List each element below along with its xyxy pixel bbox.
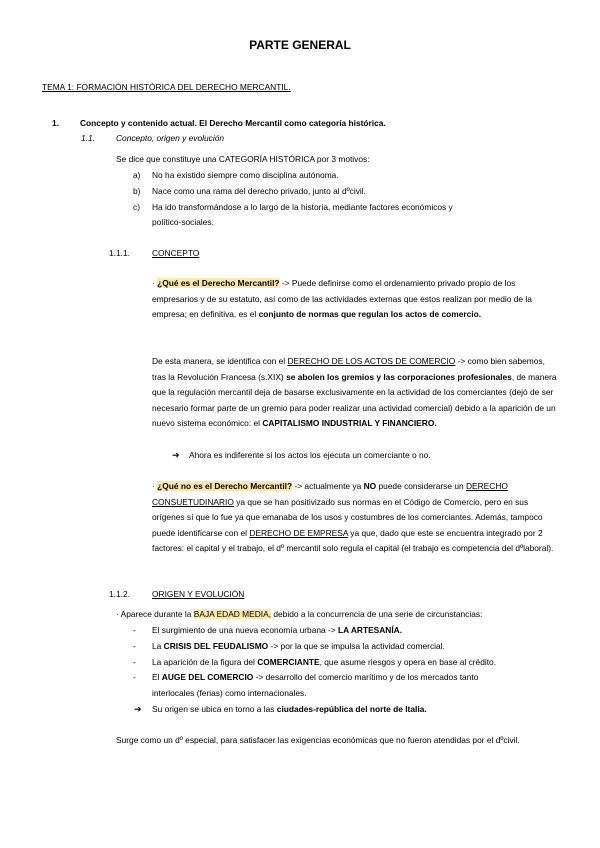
question-highlight: ¿Qué no es el Derecho Mercantil? bbox=[157, 481, 293, 491]
subsubsection-title: ORIGEN Y EVOLUCIÓN bbox=[152, 589, 245, 599]
list-item: Nace como una rama del derecho privado, junto al dºcivil. bbox=[152, 186, 366, 196]
list-item bbox=[152, 639, 445, 655]
list-item-letter: a) bbox=[133, 170, 141, 180]
paragraph-text: -> como bien sabemos, tras la Revolución Francesa (s.XIX) bbox=[152, 356, 545, 382]
paragraph-text: · Aparece durante la bbox=[116, 609, 194, 619]
paragraph-text: puede considerarse un bbox=[376, 481, 466, 491]
closing-paragraph: Surge como un dº especial, para satisfacer las exigencias económicas que no fueron atendidas por el dºcivil. bbox=[116, 735, 520, 745]
dash-bullet: - bbox=[133, 672, 136, 682]
subsection-title: Concepto, origen y evolución bbox=[116, 133, 225, 143]
dash-bullet: - bbox=[133, 625, 136, 635]
subsubsection-title: CONCEPTO bbox=[152, 248, 200, 258]
bold-text: ciudades-república del norte de Italia. bbox=[276, 704, 427, 714]
paragraph-text: -> Puede definirse como el ordenamiento privado propio de los empresarios y de su estatuto, así como de las actividades externas que estos realizan por medio de la empresa; en definitiva, es el bbox=[152, 278, 532, 320]
bullet-dot: · bbox=[152, 278, 155, 288]
list-item bbox=[152, 655, 496, 671]
bold-text: CRISIS DEL FEUDALISMO bbox=[163, 641, 269, 651]
section-title: Concepto y contenido actual. El Derecho Mercantil como categoría histórica. bbox=[80, 118, 386, 128]
paragraph-text: , que asume riesgos y opera en base al crédito. bbox=[319, 657, 497, 667]
paragraph-text: , de manera que la regulación mercantil deja de basarse exclusivamente en la actividad de los comerciantes (dejó de ser necesario formar parte de un gremio para poder realizar una actividad comercial) debido a la aparición de un nuevo sistema económico: el bbox=[152, 371, 557, 429]
bold-text: CAPITALISMO INDUSTRIAL Y FINANCIERO. bbox=[262, 418, 437, 429]
subsubsection-number: 1.1.1. bbox=[109, 248, 130, 258]
paragraph-actos-comercio bbox=[152, 354, 557, 432]
arrow-text: Ahora es indiferente si los actos los ejecuta un comerciante o no. bbox=[189, 450, 431, 460]
list-item-continuation: interlocales (ferias) como internacionales. bbox=[152, 688, 307, 698]
subsubsection-number: 1.1.2. bbox=[109, 589, 130, 599]
bold-text: LA ARTESANÍA. bbox=[338, 625, 403, 635]
intro-text: Se dice que constituye una CATEGORÍA HISTÓRICA por 3 motivos: bbox=[116, 154, 370, 164]
list-item-letter: c) bbox=[133, 202, 140, 212]
page-title: PARTE GENERAL bbox=[249, 38, 351, 52]
paragraph-text: Su origen se ubica en torno a las bbox=[152, 704, 277, 714]
arrow-icon: ➔ bbox=[172, 450, 180, 460]
paragraph-text: -> desarrollo del comercio marítimo y de los mercados tanto bbox=[253, 672, 479, 682]
underlined-text: DERECHO CONSUETUDINARIO bbox=[152, 481, 508, 507]
dash-bullet: - bbox=[133, 641, 136, 651]
bullet-dot: · bbox=[152, 481, 155, 491]
bold-text: COMERCIANTE bbox=[257, 657, 320, 667]
question-highlight: ¿Qué es el Derecho Mercantil? bbox=[157, 278, 280, 288]
paragraph-text: La bbox=[152, 641, 164, 651]
bold-text: conjunto de normas que regulan los actos de comercio. bbox=[258, 309, 482, 320]
paragraph-text: ya que se han positivizado sus normas en el Código de Comercio, pero en sus orígenes sí que lo fue ya que emanaba de los usos y costumbres de los comerciantes. Además, tampoco puede identificarse con el bbox=[152, 496, 543, 538]
paragraph-text: El surgimiento de una nueva economía urbana -> bbox=[152, 625, 338, 635]
paragraph-text: -> actualmente ya bbox=[292, 481, 364, 491]
bold-text: AUGE DEL COMERCIO bbox=[161, 672, 254, 682]
list-item: Ha ido transformándose a lo largo de la historia, mediante factores económicos y bbox=[152, 202, 453, 212]
arrow-text bbox=[152, 702, 427, 718]
underlined-text: DERECHO DE EMPRESA bbox=[249, 527, 348, 538]
section-number: 1. bbox=[52, 118, 59, 128]
paragraph-text: De esta manera, se identifica con el bbox=[152, 356, 288, 366]
list-item bbox=[152, 623, 402, 639]
arrow-icon: ➔ bbox=[134, 704, 142, 714]
paragraph-text: La aparición de la figura del bbox=[152, 657, 258, 667]
list-item-letter: b) bbox=[133, 186, 141, 196]
paragraph-text: ya que, dado que este se encuentra integrado por 2 factores: el capital y el trabajo, el dº mercantil solo regula el capital (el trabajo es competencia del dºlaboral). bbox=[152, 527, 554, 554]
subsection-number: 1.1. bbox=[81, 133, 95, 143]
paragraph-text: debido a la concurrencia de una serie de circunstancias: bbox=[271, 609, 483, 619]
paragraph-definition bbox=[152, 276, 557, 323]
bold-text: NO bbox=[363, 481, 377, 491]
paragraph-text: El bbox=[152, 672, 162, 682]
list-item-continuation: político-sociales. bbox=[152, 217, 214, 227]
list-item: No ha existido siempre como disciplina autónoma. bbox=[152, 170, 339, 180]
bold-text: se abolen los gremios y las corporaciones profesionales bbox=[286, 371, 512, 382]
paragraph-text: -> por la que se impulsa la actividad comercial. bbox=[268, 641, 445, 651]
list-item bbox=[152, 670, 478, 686]
paragraph-not-mercantil bbox=[152, 479, 557, 557]
highlight-text: BAJA EDAD MEDIA, bbox=[193, 609, 272, 619]
origin-text bbox=[116, 607, 482, 623]
underlined-text: DERECHO DE LOS ACTOS DE COMERCIO bbox=[287, 356, 456, 366]
tema-heading: TEMA 1: FORMACIÓN HISTÓRICA DEL DERECHO MERCANTIL. bbox=[42, 82, 291, 92]
dash-bullet: - bbox=[133, 657, 136, 667]
